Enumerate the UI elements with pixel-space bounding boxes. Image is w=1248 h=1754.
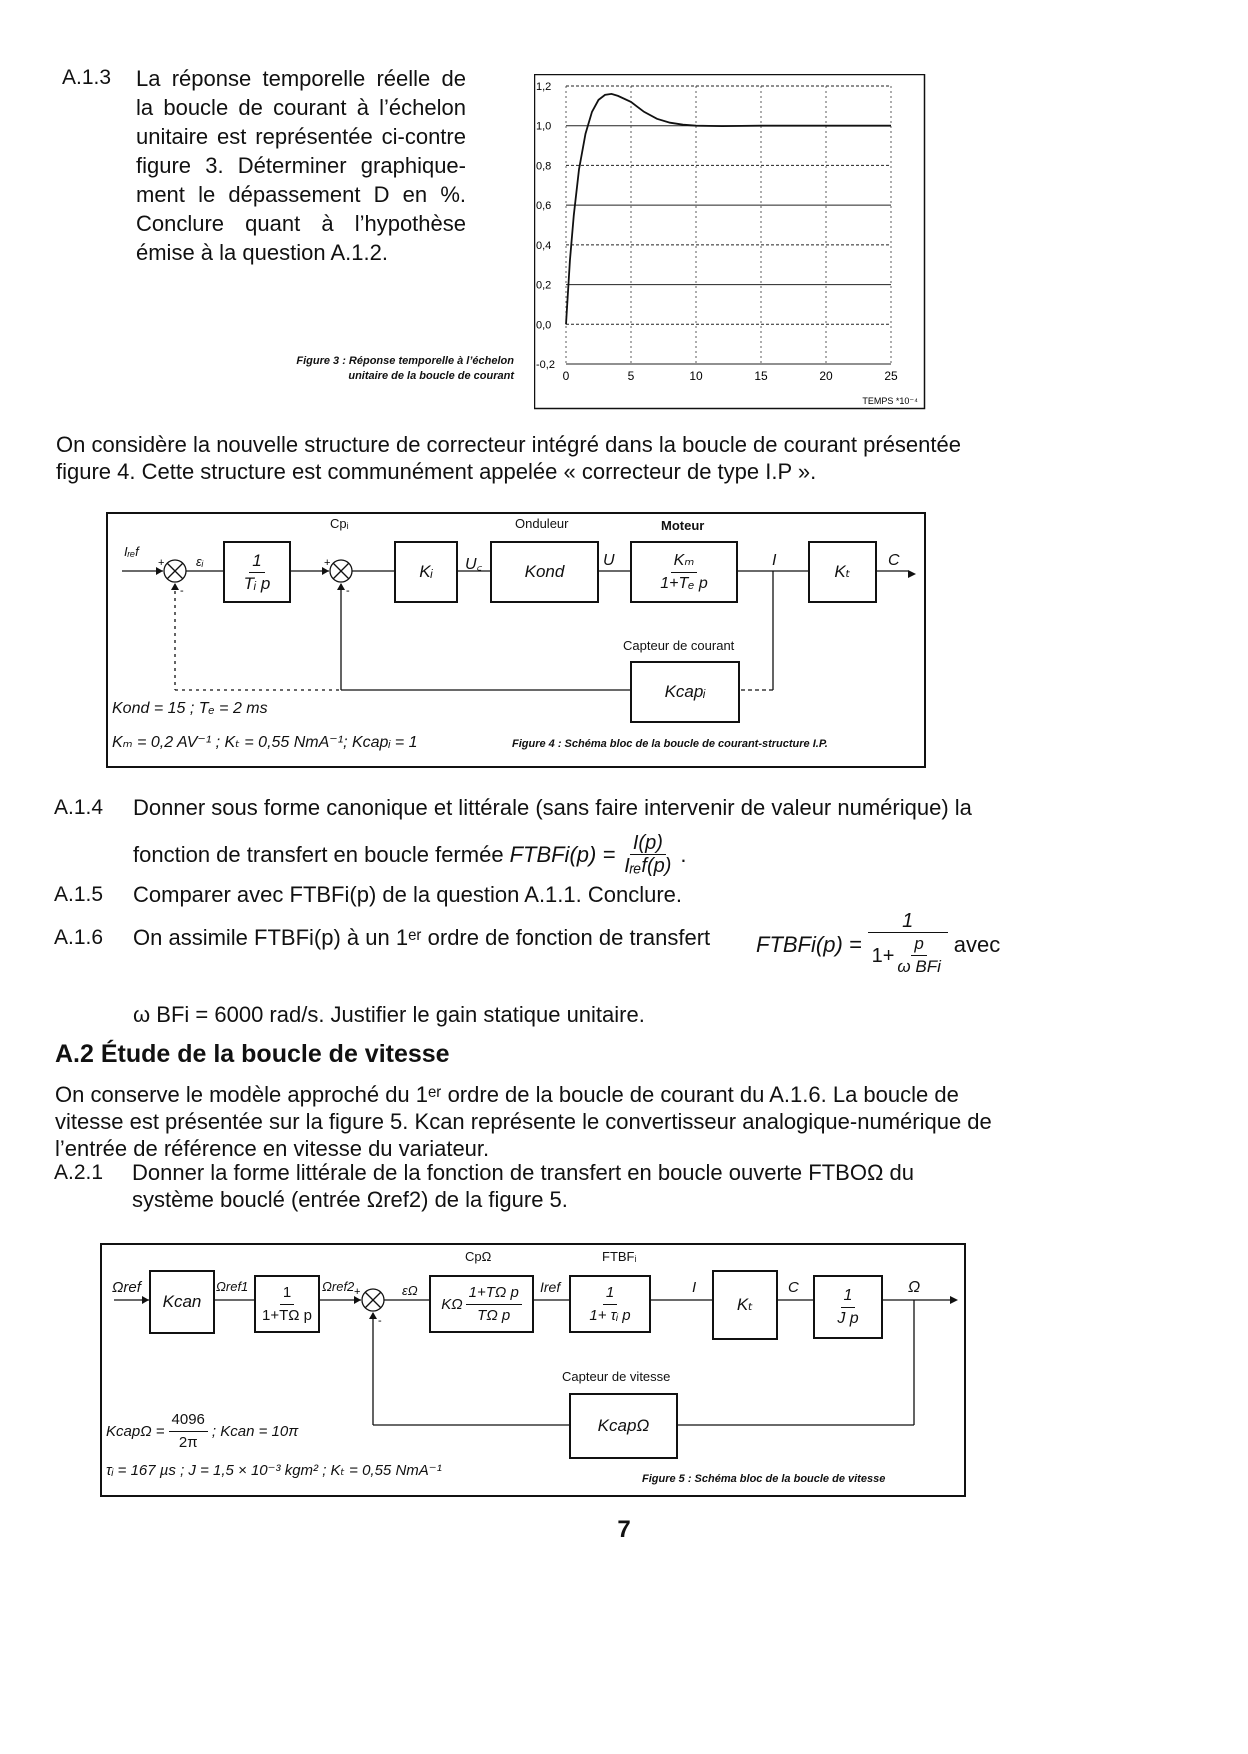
label-moteur: Moteur: [661, 518, 705, 533]
signal-omega-ref: Ωref: [112, 1279, 141, 1296]
block-kt: Kₜ: [712, 1270, 778, 1340]
figure5-param1: [106, 1409, 298, 1454]
y-tick-label: 0,2: [536, 279, 552, 292]
signal-uc: U꜀: [465, 556, 483, 573]
label-cpo: CpΩ: [465, 1249, 492, 1264]
label-onduleur: Onduleur: [515, 516, 569, 531]
question-number-a21: A.2.1: [54, 1161, 104, 1184]
block-integrator: [223, 541, 291, 603]
signal-u: U: [603, 552, 615, 569]
correcteur-den: TΩ p: [477, 1306, 511, 1324]
label-cpi: Cpᵢ: [330, 516, 349, 531]
a21-line1: Donner la forme littérale de la fonction de transfert en boucle ouverte FTBOΩ du: [132, 1160, 914, 1185]
a16-line2: ω BFi = 6000 rad/s. Justifier le gain statique unitaire.: [133, 1002, 645, 1027]
y-tick-label: 0,6: [536, 200, 552, 213]
label-capteur-courant: Capteur de courant: [623, 638, 735, 653]
signal-c: C: [788, 1279, 799, 1296]
a14-frac-den: Iᵣₑf(p): [624, 855, 672, 877]
a2-line2: vitesse est présentée sur la figure 5. Kcan représente le convertisseur analogique-numérique de: [55, 1109, 992, 1134]
figure3-caption-line1: Figure 3 : Réponse temporelle à l’échelon: [296, 355, 514, 367]
a16-inner-num: p: [911, 933, 926, 956]
param1-suffix: ; Kcan = 10π: [211, 1423, 299, 1440]
a14-frac-num: I(p): [630, 832, 666, 855]
figure4-param1: Kond = 15 ; Tₑ = 2 ms: [112, 700, 268, 717]
a14-end: .: [680, 842, 687, 867]
block-ftbf: [569, 1275, 651, 1333]
label-ftbf: FTBFᵢ: [602, 1249, 637, 1264]
a13-line: la boucle de courant à l’échelon: [136, 95, 466, 120]
x-tick-label: 0: [562, 369, 570, 383]
label-capteur-vitesse: Capteur de vitesse: [562, 1369, 671, 1384]
svg-text:+: +: [354, 1286, 361, 1298]
question-number-a16: A.1.6: [54, 926, 104, 949]
a2-line3: l’entrée de référence en vitesse du variateur.: [55, 1136, 490, 1161]
question-a14-line2: [133, 832, 687, 877]
ftbf-den: 1+ τᵢ p: [589, 1306, 631, 1324]
block-correcteur-pi: [429, 1275, 534, 1333]
y-tick-label: 1,0: [536, 120, 552, 133]
y-tick-label: 1,2: [536, 81, 552, 93]
section-a2-paragraph: [55, 1081, 1215, 1162]
chart-x-axis-label: TEMPS *10⁻⁴: [862, 396, 918, 406]
a13-line: émise à la question A.1.2.: [136, 240, 388, 265]
signal-eps-omega: εΩ: [402, 1283, 418, 1298]
question-number-a13: A.1.3: [62, 66, 112, 89]
a2-line1: On conserve le modèle approché du 1ᵉʳ ordre de la boucle de courant du A.1.6. La boucle de: [55, 1082, 959, 1107]
a16-den-prefix: 1+: [871, 944, 895, 967]
meca-num: 1: [841, 1285, 856, 1308]
signal-eps: εᵢ: [196, 554, 204, 569]
moteur-num: Kₘ: [671, 550, 698, 573]
signal-c: C: [888, 552, 900, 569]
figure3-caption-line2: unitaire de la boucle de courant: [348, 370, 514, 382]
a21-line2: système bouclé (entrée Ωref2) de la figure 5.: [132, 1187, 568, 1212]
y-tick-label: 0,8: [536, 160, 552, 173]
block-kt: Kₜ: [808, 541, 877, 603]
block-kcapi: Kcapᵢ: [630, 661, 740, 723]
figure4-param2: Kₘ = 0,2 AV⁻¹ ; Kₜ = 0,55 NmA⁻¹; Kcapᵢ = 1: [112, 734, 418, 751]
signal-omega: Ω: [908, 1279, 921, 1296]
a16-ftbf: FTBFi(p) =: [756, 931, 862, 957]
intro-line2: figure 4. Cette structure est communément appelée « correcteur de type I.P ».: [56, 459, 817, 484]
correcteur-num: 1+TΩ p: [466, 1282, 522, 1305]
ftbf-num: 1: [603, 1282, 617, 1305]
x-tick-label: 5: [627, 369, 635, 383]
question-a14-line1: Donner sous forme canonique et littérale (sans faire intervenir de valeur numérique) la: [133, 795, 972, 820]
block-moteur: [630, 541, 738, 603]
figure5-diagram: [100, 1243, 966, 1497]
a13-line: La réponse temporelle réelle de: [136, 66, 466, 91]
x-tick-label: 15: [754, 369, 768, 383]
question-a21-text: [132, 1159, 1222, 1213]
block-meca: [813, 1275, 883, 1339]
a13-line: unitaire est représentée ci-contre: [136, 124, 466, 149]
figure3-caption: [200, 354, 514, 384]
intro-paragraph: [56, 431, 1206, 485]
signal-omega-ref1: Ωref1: [216, 1279, 249, 1294]
svg-text:-: -: [180, 585, 184, 597]
param1-den: 2π: [178, 1434, 198, 1451]
svg-text:-: -: [346, 585, 350, 597]
page-number: 7: [617, 1516, 631, 1543]
intro-line1: On considère la nouvelle structure de correcteur intégré dans la boucle de courant présentée: [56, 432, 961, 457]
block-filtre: [254, 1275, 320, 1333]
svg-text:+: +: [158, 557, 165, 569]
figure5-caption: Figure 5 : Schéma bloc de la boucle de vitesse: [642, 1473, 886, 1485]
integrator-num: 1: [249, 550, 264, 573]
integrator-den: Tᵢ p: [243, 573, 271, 593]
y-tick-label: -0,2: [536, 359, 555, 371]
question-a16-text: On assimile FTBFi(p) à un 1ᵉʳ ordre de fonction de transfert: [133, 925, 711, 950]
question-a15-text: Comparer avec FTBFi(p) de la question A.1.1. Conclure.: [133, 882, 683, 907]
question-number-a14: A.1.4: [54, 796, 104, 819]
a13-line: ment le dépassement D en %.: [136, 182, 466, 207]
question-a13-text: [136, 64, 466, 267]
a16-avec: avec: [953, 931, 1001, 957]
figure5-param2: τᵢ = 167 µs ; J = 1,5 × 10⁻³ kgm² ; Kₜ = 0,55 NmA⁻¹: [106, 1462, 442, 1479]
signal-iref: Iᵣₑf: [124, 544, 139, 559]
filtre-num: 1: [280, 1282, 294, 1305]
signal-iref: Iref: [540, 1279, 561, 1295]
svg-text:+: +: [324, 557, 331, 569]
x-tick-label: 25: [884, 369, 898, 383]
block-kond: Kond: [490, 541, 599, 603]
moteur-den: 1+Tₑ p: [660, 574, 708, 592]
filtre-den: 1+TΩ p: [262, 1306, 312, 1324]
a16-inner-den: ω BFi: [897, 957, 941, 976]
a13-line: figure 3. Déterminer graphique-: [136, 153, 466, 178]
question-number-a15: A.1.5: [54, 883, 104, 906]
signal-omega-ref2: Ωref2: [322, 1279, 355, 1294]
y-tick-label: 0,4: [536, 239, 552, 252]
signal-i: I: [772, 552, 777, 569]
signal-i: I: [692, 1279, 697, 1296]
figure4-caption: Figure 4 : Schéma bloc de la boucle de courant-structure I.P.: [512, 738, 828, 750]
param1-prefix: KcapΩ =: [106, 1423, 165, 1440]
chart-frame: [535, 75, 925, 409]
y-tick-label: 0,0: [536, 319, 552, 332]
x-tick-label: 10: [689, 369, 703, 383]
param1-num: 4096: [169, 1409, 208, 1432]
meca-den: J p: [837, 1309, 859, 1327]
figure4-diagram: [106, 512, 926, 768]
a14-ftbf: FTBFi(p) =: [509, 842, 616, 867]
correcteur-k: KΩ: [441, 1295, 463, 1313]
a16-frac-num: 1: [868, 910, 948, 933]
svg-text:-: -: [378, 1315, 382, 1327]
a14-text2: fonction de transfert en boucle fermée: [133, 842, 504, 867]
x-tick-label: 20: [819, 369, 833, 383]
block-ki: Kᵢ: [394, 541, 458, 603]
a16-formula: [756, 910, 1000, 978]
a13-line: Conclure quant à l’hypothèse: [136, 211, 466, 236]
section-a2-title: A.2 Étude de la boucle de vitesse: [55, 1040, 450, 1068]
block-kcap-omega: KcapΩ: [569, 1393, 678, 1459]
block-kcan: Kcan: [149, 1270, 215, 1334]
figure3-chart: [534, 74, 926, 410]
